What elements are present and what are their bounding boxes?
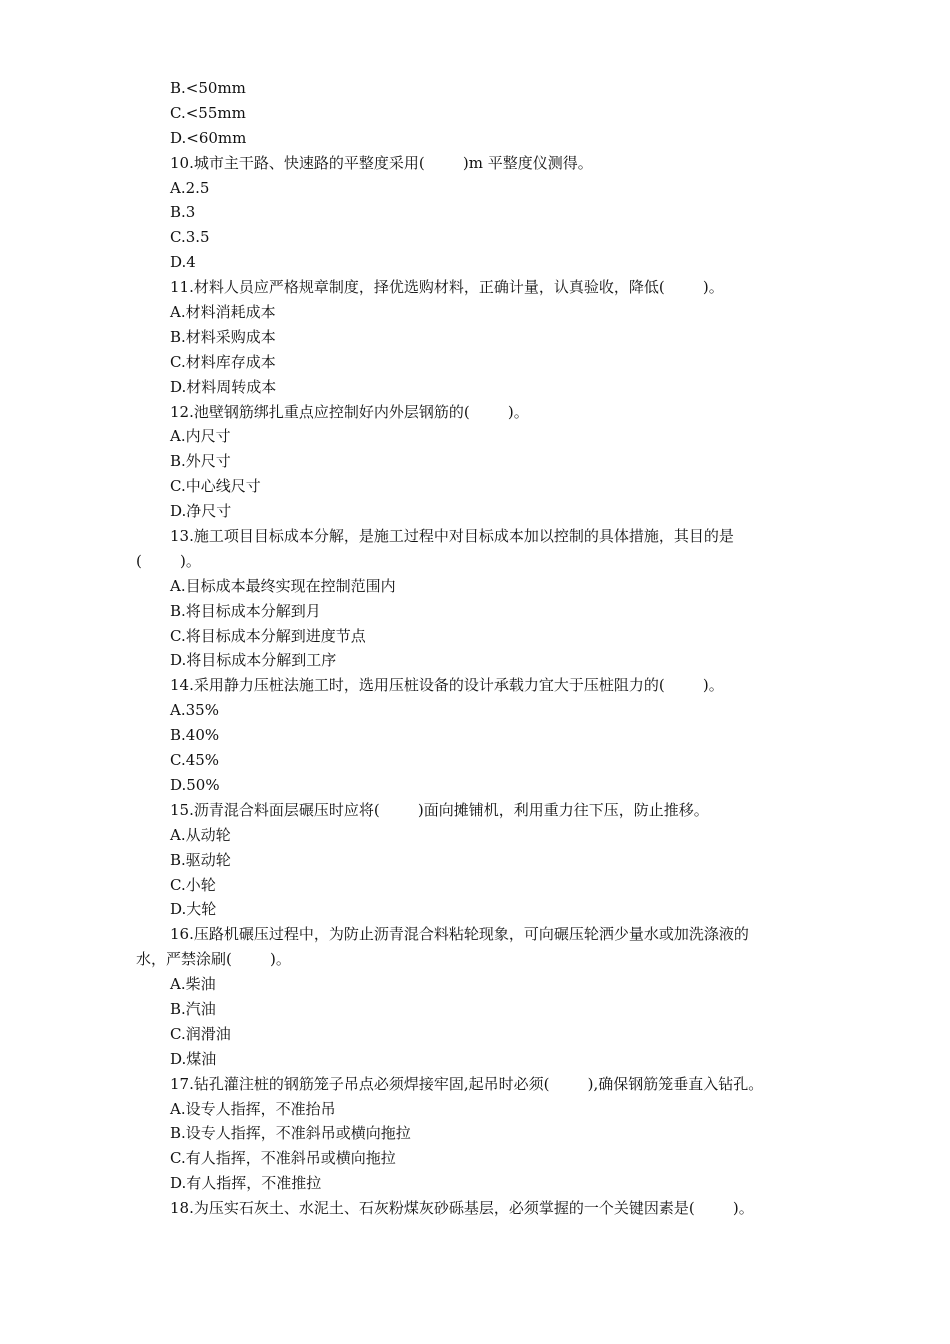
answer-option: C.材料库存成本	[170, 352, 276, 371]
answer-option: A.目标成本最终实现在控制范围内	[170, 576, 396, 595]
answer-option: D.4	[170, 253, 196, 272]
question-text: 16.压路机碾压过程中，为防止沥青混合料粘轮现象，可向碾压轮洒少量水或加洗涤液的	[170, 925, 749, 944]
question-text: 11.材料人员应严格规章制度，择优选购材料，正确计量，认真验收，降低( )。	[170, 278, 724, 297]
answer-option: D.净尺寸	[170, 502, 232, 521]
question-text: 10.城市主干路、快速路的平整度采用( )m 平整度仪测得。	[170, 153, 593, 172]
answer-option: C.中心线尺寸	[170, 477, 261, 496]
answer-option: A.35%	[170, 701, 219, 720]
question-text: 18.为压实石灰土、水泥土、石灰粉煤灰砂砾基层，必须掌握的一个关键因素是( )。	[170, 1199, 754, 1218]
document-page	[0, 76, 950, 1221]
answer-option: B.外尺寸	[170, 452, 231, 471]
answer-option: B.驱动轮	[170, 850, 231, 869]
answer-option: C.有人指挥，不准斜吊或横向拖拉	[170, 1149, 396, 1168]
answer-option: B.3	[170, 203, 196, 222]
question-text: 13.施工项目目标成本分解，是施工过程中对目标成本加以控制的具体措施，其目的是	[170, 527, 734, 546]
answer-option: A.2.5	[170, 178, 210, 197]
answer-option: C.润滑油	[170, 1024, 231, 1043]
answer-option: A.设专人指挥，不准抬吊	[170, 1099, 336, 1118]
answer-option: D.材料周转成本	[170, 377, 277, 396]
answer-option: A.材料消耗成本	[170, 303, 276, 322]
answer-option: B.汽油	[170, 999, 216, 1018]
question-text: 17.钻孔灌注桩的钢筋笼子吊点必须焊接牢固,起吊时必须( ),确保钢筋笼垂直入钻孔。	[170, 1074, 764, 1093]
answer-option: D.将目标成本分解到工序	[170, 651, 337, 670]
answer-option: C.将目标成本分解到进度节点	[170, 626, 366, 645]
answer-option: A.从动轮	[170, 825, 231, 844]
answer-option: C.小轮	[170, 875, 216, 894]
answer-option: B.40%	[170, 726, 220, 745]
answer-option: C.<55mm	[170, 103, 246, 122]
answer-option: C.3.5	[170, 228, 210, 247]
question-text: 12.池壁钢筋绑扎重点应控制好内外层钢筋的( )。	[170, 402, 529, 421]
answer-option: D.大轮	[170, 900, 217, 919]
answer-option: B.设专人指挥，不准斜吊或横向拖拉	[170, 1124, 411, 1143]
question-text-continuation: ( )。	[136, 551, 201, 570]
answer-option: D.<60mm	[170, 128, 247, 147]
answer-option: A.内尺寸	[170, 427, 231, 446]
answer-option: D.煤油	[170, 1049, 217, 1068]
answer-option: D.有人指挥，不准推拉	[170, 1174, 322, 1193]
question-text: 15.沥青混合料面层碾压时应将( )面向摊铺机，利用重力往下压，防止推移。	[170, 800, 709, 819]
answer-option: A.柴油	[170, 975, 216, 994]
question-text-continuation: 水，严禁涂刷( )。	[136, 950, 291, 969]
answer-option: D.50%	[170, 775, 220, 794]
answer-option: C.45%	[170, 751, 220, 770]
answer-option: B.材料采购成本	[170, 327, 276, 346]
answer-option: B.将目标成本分解到月	[170, 601, 321, 620]
answer-option: B.<50mm	[170, 79, 246, 97]
question-text: 14.采用静力压桩法施工时，选用压桩设备的设计承载力宜大于压桩阻力的( )。	[170, 676, 724, 695]
